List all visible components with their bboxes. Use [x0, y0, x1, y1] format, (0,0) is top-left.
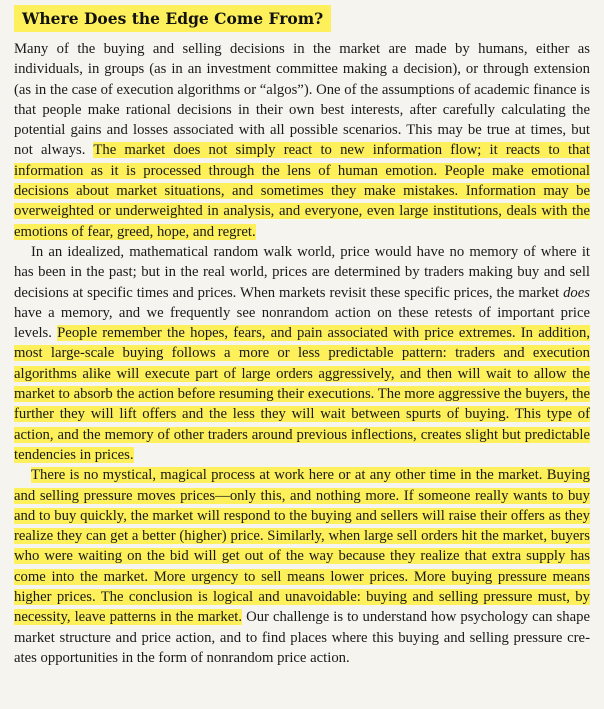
- text-segment: In an idealized, mathematical random walk world, price would have no memory of where it has been in the past; but in the real world, prices are determined by traders making buy and sell decisions at specific times and prices. When markets revisit these specific prices, the market: [14, 243, 590, 301]
- paragraph-2: [14, 242, 590, 465]
- text-segment: have a memory, and we frequently see nonrandom action on these retests of important price levels.: [14, 304, 590, 342]
- body-text: [14, 39, 590, 668]
- section-heading: Where Does the Edge Come From?: [14, 5, 331, 32]
- highlighted-text: The market does not simply react to new information flow; it reacts to that information as it is processed through the lens of human emotion. People make emotional decisions about market situations, and sometimes they make mistakes. Information may be overweighted or underweighted in analysis, and everyone, even large institutions, deals with the emotions of fear, greed, hope, and regret.: [14, 142, 590, 240]
- italic-text: does: [563, 284, 590, 301]
- text-segment: Many of the buying and selling decisions in the market are made by humans, either as individuals, in groups (as in an investment committee making a decision), or through extension (as in the case of execution algorithms or “algos”). One of the assumptions of academic finance is that people make rational decisions in their own best interests, after carefully calculating the potential gains and losses associated with all possible scenarios. This may be true at times, but not always.: [14, 41, 590, 159]
- paragraph-3: [14, 465, 590, 668]
- highlighted-text: People remember the hopes, fears, and pain associated with price extremes. In addition, most large-scale buying follows a more or less predictable pattern: traders and execution algorithms alike will execute part of large orders aggressively, and then will wait to allow the market to absorb the action before resuming their executions. The more aggressive the buyers, the further they will lift offers and the less they will wait between spurts of buying. This type of action, and the memory of other traders around previous inflections, creates slight but predictable tendencies in prices.: [14, 325, 590, 463]
- text-segment: Our challenge is to understand how psychology can shape market structure and price action, and to find places where this buying and selling pressure creates opportunities in the form of nonrandom price action.: [14, 609, 590, 666]
- highlighted-text: There is no mystical, magical process at work here or at any other time in the market. Buying and selling pressure moves prices—only this, and nothing more. If someone really wants to buy and to buy quickly, the market will respond to the buying and sellers will raise their offers as they realize they can get a better (higher) price. Similarly, when large sell orders hit the market, buyers who were waiting on the bid will get out of the way because they realize that extra supply has come into the market. More urgency to sell means lower prices. More buying pressure means higher prices. The conclusion is logical and unavoidable: buying and selling pressure must, by necessity, leave patterns in the market.: [14, 467, 590, 626]
- paragraph-1: [14, 39, 590, 242]
